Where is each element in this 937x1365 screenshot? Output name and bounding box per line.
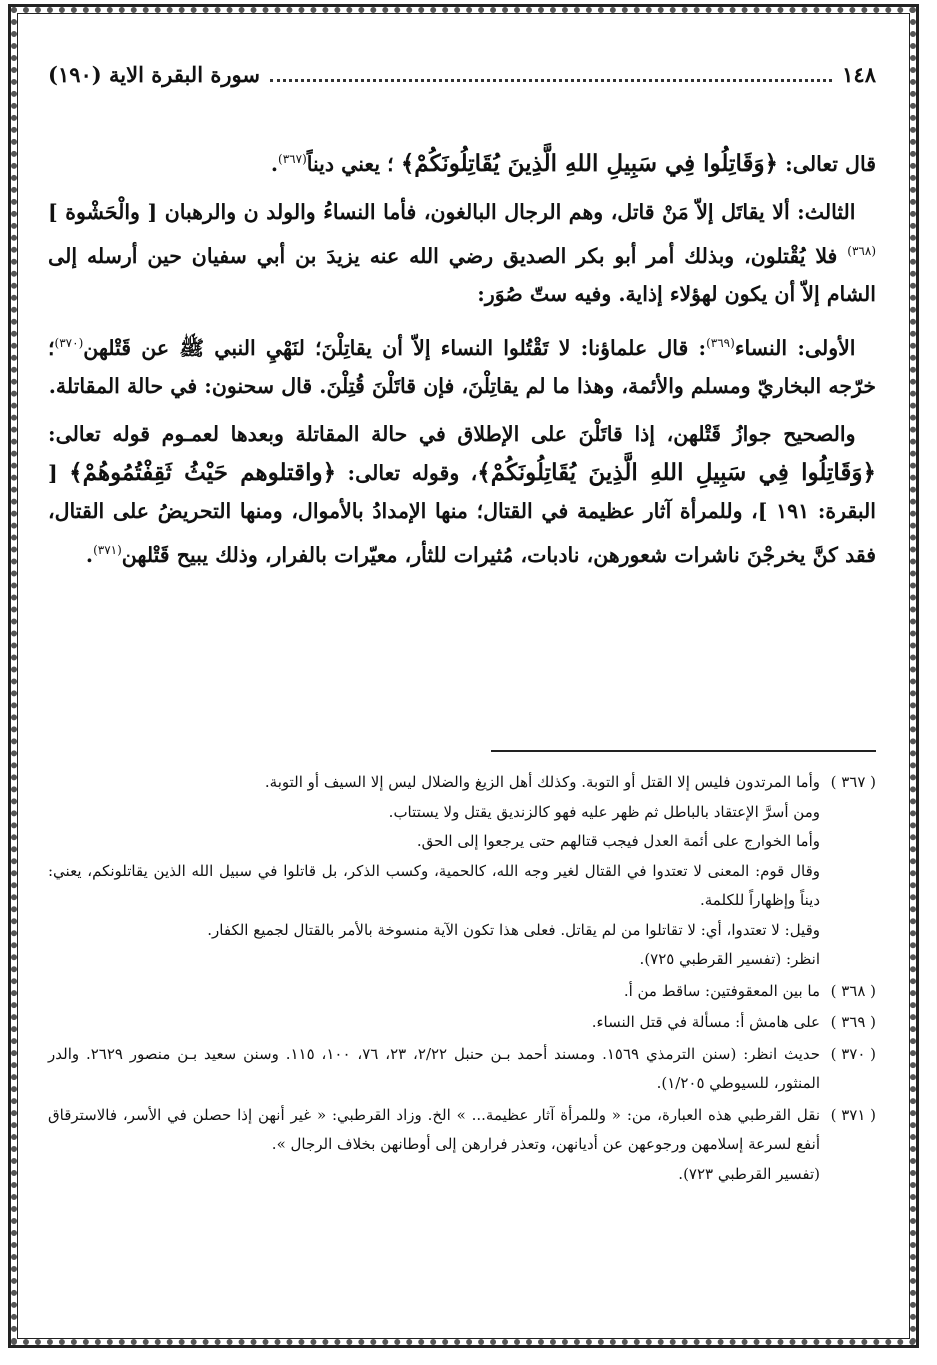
footnotes <box>48 768 876 1191</box>
quran-verse: ﴿وَقَاتِلُوا فِي سَبِيلِ اللهِ الَّذِينَ يُقَاتِلُونَكُمْ﴾ <box>477 458 876 486</box>
surah-title: سورة البقرة الاية (١٩٠) <box>48 62 260 87</box>
footnote-separator <box>491 750 876 752</box>
footnote-number: ( ٣٧١ ) <box>830 1105 876 1124</box>
footnote-line: وأما المرتدون فليس إلا القتل أو التوبة. وكذلك أهل الزيغ والضلال ليس إلا السيف أو التوبة. <box>264 773 820 791</box>
footnote-367 <box>48 768 876 975</box>
footnote-ref-369[interactable]: (٣٦٩) <box>706 335 735 350</box>
footnote-370 <box>48 1040 876 1099</box>
footnote-number: ( ٣٦٩ ) <box>830 1013 876 1031</box>
p3-text-c: ؛ خرّجه البخاريّ ومسلم والأئمة، وهذا ما لم يقاتِلْنَ، فإن قاتَلْنَ قُتِلْنَ. قال سحنون: في حالة المقاتلة. <box>48 335 876 398</box>
footnote-line: وأما الخوارج على أئمة العدل فيجب قتالهم حتى يرجعوا إلى الحق. <box>416 832 820 850</box>
footnote-line: (تفسير القرطبي ٧٢٣). <box>678 1164 820 1183</box>
p4-text-c: [ البقرة: ١٩١ ]، وللمرأة آثار عظيمة في القتال؛ منها الإمدادُ بالأموال، ومنها التحريضُ على القتال، فقد كنَّ يخرجْنَ ناشرات شعورهن، نادبات، مُثيرات للثأر، معيّرات بالفرار، وذلك يبيح قَتْلهن <box>48 460 876 567</box>
footnote-368 <box>48 977 876 1007</box>
footnote-ref-371[interactable]: (٣٧١) <box>93 542 122 557</box>
paragraph-4 <box>48 415 876 574</box>
p4-text-a: والصحيح جوازُ قَتْلهن، إذا قاتَلْنَ على الإطلاق في حالة المقاتلة وبعدها لعمـوم قوله تعالى: <box>48 422 856 447</box>
footnote-line: وقيل: لا تعتدوا، أي: لا تقاتلوا من لم يقاتل. فعلى هذا تكون الآية منسوخة بالأمر بالقتال لجميع الكفار. <box>207 920 820 939</box>
footnote-line: نقل القرطبي هذه العبارة، من: « وللمرأة آثار عظيمة... » الخ. وزاد القرطبي: « غير أنهن إذا حصلن في الأسر، فالاسترقاق أنفع لسرعة إسلامهن ورجوعهن عن أديانهن، وتعذر فرارهن إلى أوطانهن بخلاف الرجال ». <box>48 1105 820 1153</box>
footnote-line: وقال قوم: المعنى لا تعتدوا في القتال لغير وجه الله، كالحمية، وكسب الذكر، بل قاتلوا في سبيل الله الذين يقاتلونكم، يعني: ديناً وإظهاراً للكلمة. <box>48 861 820 909</box>
p1-intro: قال تعالى: <box>785 151 876 176</box>
page-number: ١٤٨ <box>842 62 876 87</box>
paragraph-1 <box>48 140 876 183</box>
footnote-ref-370[interactable]: (٣٧٠) <box>54 335 84 350</box>
p2-text-a: الثالث: ألا يقاتَل إلاّ مَنْ قاتل، وهم الرجال البالغون، فأما النساءُ والولد ن والرهبان [ والْحَشْوة ] <box>48 200 856 225</box>
page <box>48 50 876 1330</box>
header-leader-dots <box>270 65 832 82</box>
p4-end: . <box>85 542 94 567</box>
footnote-line: حديث انظر: (سنن الترمذي ١٥٦٩. ومسند أحمد بـن حنبل ٢/٢٢، ٢٣، ٧٦، ١٠٠، ١١٥. وسنن سعيد بـن منصور ٢٦٢٩. والدر المنثور، للسيوطي ١/٢٠٥). <box>48 1044 821 1092</box>
p2-text-b: فلا يُقْتلون، وبذلك أمر أبو بكر الصديق رضي الله عنه يزيدَ بن أبي سفيان حين أرسله إلى الشام إلاّ أن يكون لهؤلاء إذاية. وفيه ستّ صُوَر: <box>48 243 876 307</box>
footnote-line: على هامش أ: مسألة في قتل النساء. <box>591 1013 820 1031</box>
p3-text-a: الأولى: النساء <box>734 335 856 360</box>
quran-verse: ﴿وَقَاتِلُوا فِي سَبِيلِ اللهِ الَّذِينَ يُقَاتِلُونَكُمْ﴾ <box>400 149 779 177</box>
footnote-369 <box>48 1008 876 1038</box>
footnote-line: ما بين المعقوفتين: ساقط من أ. <box>623 981 820 1000</box>
footnote-ref-368[interactable]: (٣٦٨) <box>847 243 876 258</box>
p3-text-b: : قال علماؤنا: لا تَقْتُلوا النساء إلاّ أن يقاتِلْنَ؛ لنَهْيِ النبي ﷺ عن قَتْلهن <box>83 335 707 360</box>
running-header <box>48 62 876 96</box>
paragraph-2 <box>48 193 876 313</box>
p4-text-b: ، وقوله تعالى: <box>347 460 478 485</box>
quran-verse: ﴿واقتلوهم حَيْثُ ثَقِفْتُمُوهُمْ﴾ <box>69 458 337 486</box>
footnote-ref-367[interactable]: (٣٦٧) <box>278 152 307 166</box>
p1-end: . <box>270 151 279 176</box>
footnote-number: ( ٣٧٠ ) <box>830 1044 876 1063</box>
footnote-number: ( ٣٦٨ ) <box>830 981 876 1000</box>
paragraph-3 <box>48 324 876 406</box>
p1-rest: ؛ يعني ديناً <box>306 151 394 176</box>
footnote-line: انظر: (تفسير القرطبي ٧٢٥). <box>639 950 820 968</box>
footnote-number: ( ٣٦٧ ) <box>830 773 876 791</box>
footnote-line: ومن أسرَّ الإعتقاد بالباطل ثم ظهر عليه فهو كالزنديق يقتل ولا يستتاب. <box>388 802 820 821</box>
main-text <box>48 140 876 584</box>
footnote-371 <box>48 1101 876 1190</box>
